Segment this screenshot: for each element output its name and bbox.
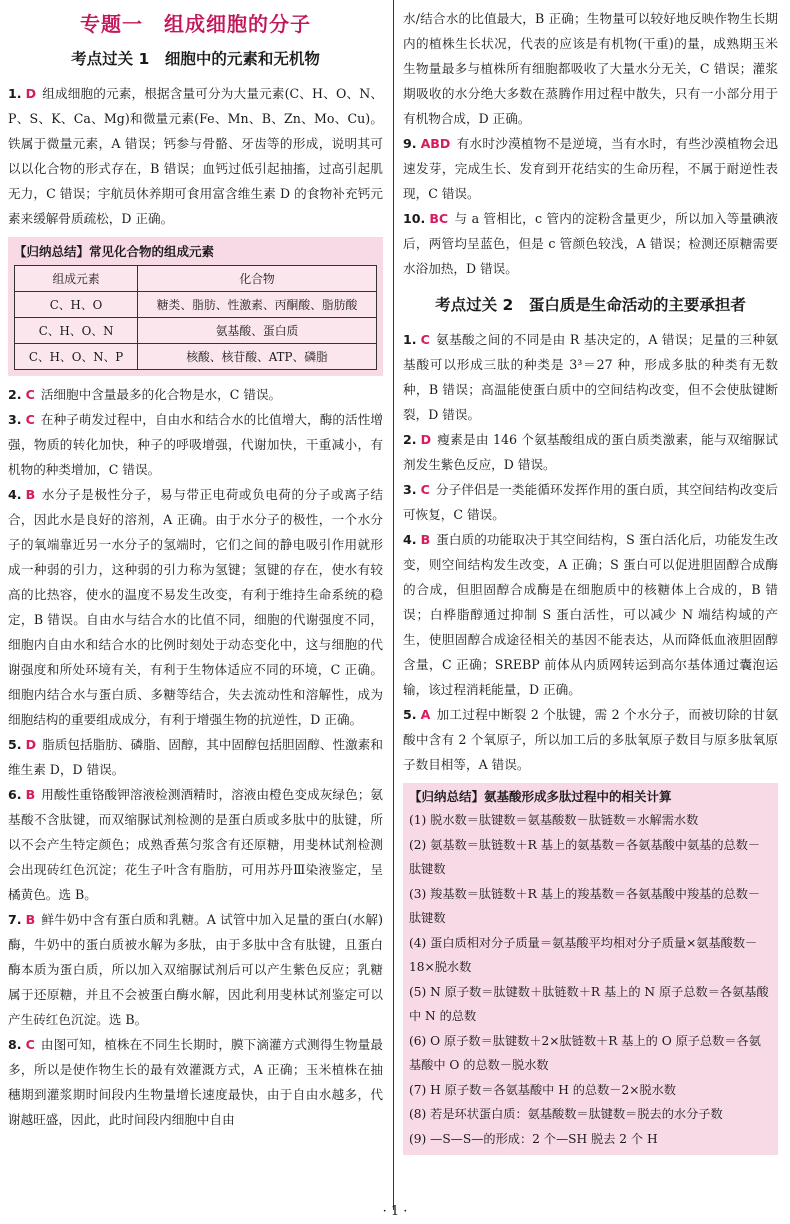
explanation-text: 水分子是极性分子，易与带正电荷或负电荷的分子或离子结合，因此水是良好的溶剂，A 正确。由于水分子的极性，一个水分子的氧端靠近另一水分子的氢端时，它们之间的静电吸引作用就形成一种弱的引力，这种弱的引力称为氢键；氢键的存在，使水有较高的比热容，使水的温度不易发生改变，有利于维持生命系统的稳定，B 错误。自由水与结合水的比值不同，细胞的代谢强度不同，细胞内自由水和结合水的比例时刻处于动态变化中，这与细胞的代谢强度和所处环境有关，有利于生物体适应不同的环境，C 正确。细胞内结合水与蛋白质、多糖等结合，失去流动性和溶解性，成为细胞结构的重要组成成分，有利于增强生物的抗逆性，D 正确。: [8, 487, 383, 727]
explanation-text: 脂质包括脂肪、磷脂、固醇，其中固醇包括胆固醇、性激素和维生素 D，D 错误。: [8, 737, 383, 777]
answer-item: [8, 782, 383, 907]
topic-title: 专题一 组成细胞的分子: [80, 12, 311, 36]
summary-box-calculations: [403, 783, 778, 1155]
explanation-text: 用酸性重铬酸钾溶液检测酒精时，溶液由橙色变成灰绿色；氨基酸不含肽键，而双缩脲试剂检测的是蛋白质或多肽中的肽键，所以不会产生特定颜色；成熟香蕉匀浆含有还原糖，用斐林试剂检测会出现砖红色沉淀；花生子叶含有脂肪，可用苏丹Ⅲ染液鉴定，呈橘黄色。选 B。: [8, 787, 383, 902]
answer-item: [8, 1032, 383, 1132]
table-cell: C、H、O、N、P: [15, 344, 138, 370]
right-column: [403, 6, 778, 1155]
explanation-text: 有水时沙漠植物不是逆境，当有水时，有些沙漠植物会迅速发芽，完成生长、发育到开花结实的生命历程，不属于耐逆性表现，C 错误。: [403, 136, 778, 201]
summary-heading: 【归纳总结】常见化合物的组成元素: [14, 244, 215, 259]
table-header-cell: 化合物: [138, 266, 377, 292]
calculation-rule: (2) 氨基数＝肽链数＋R 基上的氨基数＝各氨基酸中氨基的总数－肽键数: [409, 837, 761, 876]
question-number: 4.: [8, 487, 22, 502]
left-column: [8, 6, 383, 1132]
section-1-answers-b: [8, 382, 383, 1132]
answer-choice: D: [25, 86, 37, 101]
answer-item: [8, 382, 383, 407]
explanation-text: 活细胞中含量最多的化合物是水，C 错误。: [40, 387, 282, 402]
answer-choice: C: [25, 387, 35, 402]
answer-item: [8, 907, 383, 1032]
answer-choice: B: [25, 787, 36, 802]
answer-choice: C: [420, 332, 430, 347]
question-number: 10.: [403, 211, 426, 226]
compound-element-table: [14, 265, 377, 370]
question-number: 5.: [8, 737, 22, 752]
calculation-rule: (8) 若是环状蛋白质：氨基酸数＝肽键数＝脱去的水分子数: [409, 1107, 723, 1121]
answer-choice: C: [420, 482, 430, 497]
answer-choice: D: [420, 432, 432, 447]
section-title-1: 考点过关 1 细胞中的元素和无机物: [71, 50, 320, 68]
question-number: 1.: [8, 86, 22, 101]
answer-item: [403, 427, 778, 477]
answer-choice: BC: [429, 211, 449, 226]
answer-item: [8, 482, 383, 732]
question-number: 4.: [403, 532, 417, 547]
answer-item: [403, 477, 778, 527]
explanation-text: 分子伴侣是一类能循环发挥作用的蛋白质，其空间结构改变后可恢复，C 错误。: [403, 482, 778, 522]
explanation-text: 与 a 管相比，c 管内的淀粉含量更少，所以加入等量碘液后，两管均呈蓝色，但是 c 管颜色较浅，A 错误；检测还原糖需要水浴加热，D 错误。: [403, 211, 778, 276]
question-number: 3.: [403, 482, 417, 497]
section-title-2: 考点过关 2 蛋白质是生命活动的主要承担者: [435, 296, 746, 314]
answer-item: [403, 527, 778, 702]
answer-choice: D: [25, 737, 37, 752]
calculation-rule: (3) 羧基数＝肽链数＋R 基上的羧基数＝各氨基酸中羧基的总数－肽键数: [409, 886, 761, 925]
question-number: 9.: [403, 136, 417, 151]
explanation-text: 组成细胞的元素，根据含量可分为大量元素(C、H、O、N、P、S、K、Ca、Mg)和微量元素(Fe、Mn、B、Zn、Mo、Cu)。铁属于微量元素，A 错误；钙参与骨骼、牙齿等的形成，说明其可以以化合物的形式存在，B 错误；血钙过低引起抽搐，过高引起肌无力，C 错误；宇航员休养期可食用富含维生素 D 的食物补充钙元素来缓解骨质疏松，D 正确。: [8, 86, 383, 226]
question-number: 2.: [8, 387, 22, 402]
summary-box-compounds: [8, 237, 383, 376]
question-number: 6.: [8, 787, 22, 802]
table-cell: 核酸、核苷酸、ATP、磷脂: [138, 344, 377, 370]
explanation-text: 瘦素是由 146 个氨基酸组成的蛋白质类激素，能与双缩脲试剂发生紫色反应，D 错误。: [403, 432, 778, 472]
answer-item: [403, 327, 778, 427]
answer-choice: ABD: [420, 136, 451, 151]
calculation-rule: (4) 蛋白质相对分子质量＝氨基酸平均相对分子质量×氨基酸数－18×脱水数: [409, 935, 758, 974]
table-row: [15, 344, 377, 370]
answer-item: [403, 131, 778, 206]
answer-item: [403, 702, 778, 777]
calculation-rule: (7) H 原子数＝各氨基酸中 H 的总数－2×脱水数: [409, 1082, 676, 1097]
explanation-text: 蛋白质的功能取决于其空间结构，S 蛋白活化后，功能发生改变，则空间结构发生改变，A 正确；S 蛋白可以促进胆固醇合成酶的合成，但胆固醇合成酶是在细胞质中的核糖体上合成的，B 错误；白桦脂醇通过抑制 S 蛋白活性，可以减少 N 端结构域的产生，使胆固醇合成途径相关的基因不能表达，从而降低血液胆固醇含量，C 正确；SREBP 前体从内质网转运到高尔基体通过囊泡运输，该过程消耗能量，D 正确。: [403, 532, 778, 697]
continued-paragraph: 水/结合水的比值最大，B 正确；生物量可以较好地反映作物生长期内的植株生长状况，代表的应该是有机物(干重)的量，成熟期玉米生物量最多与植株所有细胞都吸收了大量水分无关，C 错误；灌浆期吸收的水分绝大多数在蒸腾作用过程中散失，只有一小部分用于有机物合成，D 正确。: [403, 11, 778, 126]
explanation-text: 加工过程中断裂 2 个肽键，需 2 个水分子，而被切除的甘氨酸中含有 2 个氧原子，所以加工后的多肽氧原子数目与原多肽氧原子数目相等，A 错误。: [403, 707, 778, 772]
answer-choice: B: [420, 532, 431, 547]
calculation-rule: (5) N 原子数＝肽键数＋肽链数＋R 基上的 N 原子总数＝各氨基酸中 N 的总数: [409, 984, 769, 1023]
calculation-rule: (6) O 原子数＝肽键数＋2×肽链数＋R 基上的 O 原子总数＝各氨基酸中 O 的总数－脱水数: [409, 1033, 761, 1072]
explanation-text: 氨基酸之间的不同是由 R 基决定的，A 错误；足量的三种氨基酸可以形成三肽的种类是 3³＝27 种，形成多肽的种类有无数种，B 错误；高温能使蛋白质中的空间结构改变，但不会使肽键断裂，D 错误。: [403, 332, 778, 422]
table-row: [15, 292, 377, 318]
answer-item: [8, 732, 383, 782]
question-number: 1.: [403, 332, 417, 347]
answer-choice: A: [420, 707, 431, 722]
section-1-answers-a: [8, 81, 383, 231]
answer-item: [8, 81, 383, 231]
explanation-text: 由图可知，植株在不同生长期时，膜下滴灌方式测得生物量最多，所以是使作物生长的最有效灌溉方式，A 正确；玉米植株在抽穗期到灌浆期时间段内生物量增长速度最快，由于自由水越多，代谢越旺盛，因此，此时间段内细胞中自由: [8, 1037, 383, 1127]
answer-choice: C: [25, 412, 35, 427]
table-cell: 氨基酸、蛋白质: [138, 318, 377, 344]
page-number: · 1 ·: [382, 1204, 408, 1219]
section-1-answers-c: [403, 131, 778, 281]
table-header-cell: 组成元素: [15, 266, 138, 292]
answer-choice: C: [25, 1037, 35, 1052]
section-2-answers: [403, 327, 778, 777]
question-number: 7.: [8, 912, 22, 927]
calculation-rule: (1) 脱水数＝肽键数＝氨基酸数－肽链数＝水解需水数: [409, 813, 699, 827]
table-row: [15, 318, 377, 344]
table-cell: C、H、O: [15, 292, 138, 318]
answer-choice: B: [25, 912, 36, 927]
explanation-text: 在种子萌发过程中，自由水和结合水的比值增大，酶的活性增强，物质的转化加快，种子的呼吸增强，代谢加快，干重减小，有机物的种类增加，C 错误。: [8, 412, 383, 477]
answer-item: [8, 407, 383, 482]
question-number: 2.: [403, 432, 417, 447]
table-header-row: [15, 266, 377, 292]
table-cell: C、H、O、N: [15, 318, 138, 344]
answer-choice: B: [25, 487, 36, 502]
table-cell: 糖类、脂肪、性激素、丙酮酸、脂肪酸: [138, 292, 377, 318]
question-number: 5.: [403, 707, 417, 722]
question-number: 8.: [8, 1037, 22, 1052]
calculation-rule: (9) —S—S—的形成：2 个—SH 脱去 2 个 H: [409, 1131, 658, 1146]
column-divider: [393, 0, 394, 1210]
answer-item: [403, 206, 778, 281]
question-number: 3.: [8, 412, 22, 427]
explanation-text: 鲜牛奶中含有蛋白质和乳糖。A 试管中加入足量的蛋白(水解)酶，牛奶中的蛋白质被水解为多肽，由于多肽中含有肽键，且蛋白酶本质为蛋白质，所以加入双缩脲试剂后可以产生紫色反应；乳糖属于还原糖，并且不会被蛋白酶水解，因此利用斐林试剂鉴定可以产生砖红色沉淀。选 B。: [8, 912, 383, 1027]
summary-heading: 【归纳总结】氨基酸形成多肽过程中的相关计算: [409, 789, 672, 804]
